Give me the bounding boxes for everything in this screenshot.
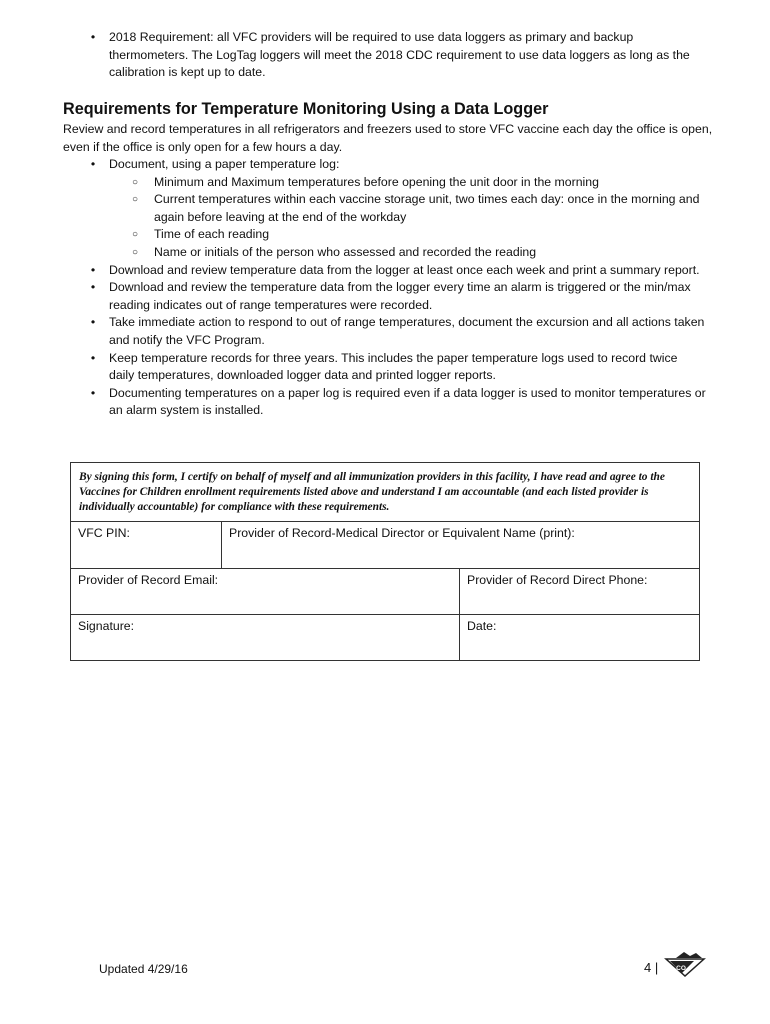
- sub-bullet-text: Minimum and Maximum temperatures before opening the unit door in the morning: [154, 174, 599, 189]
- sub-list-item: [86, 244, 706, 262]
- list-item: [86, 279, 706, 314]
- section-title: Requirements for Temperature Monitoring Using a Data Logger: [63, 100, 549, 118]
- provider-name-field[interactable]: [222, 522, 699, 568]
- requirements-list: [86, 156, 706, 420]
- provider-phone-field[interactable]: [460, 569, 699, 614]
- bullet-text: Download and review the temperature data from the logger every time an alarm is triggered or the min/max reading indicates out of range temperatures were recorded.: [109, 280, 691, 312]
- sub-list-item: [86, 226, 706, 244]
- provider-email-label: Provider of Record Email:: [78, 573, 219, 587]
- list-item: [86, 314, 706, 349]
- bullet-text: Take immediate action to respond to out of range temperatures, document the excursion and all actions taken and notify the VFC Program.: [109, 315, 705, 347]
- circle-bullet-icon: ○: [131, 246, 139, 258]
- list-item: [86, 350, 706, 385]
- bullet-icon: •: [90, 280, 96, 295]
- circle-bullet-icon: ○: [131, 229, 139, 241]
- vfc-pin-field[interactable]: [71, 522, 221, 568]
- provider-name-label: Provider of Record-Medical Director or Equivalent Name (print):: [229, 526, 575, 540]
- bullet-icon: •: [90, 385, 96, 400]
- bullet-icon: •: [90, 350, 96, 365]
- certification-form: [70, 462, 700, 661]
- signature-field[interactable]: [71, 615, 459, 660]
- colorado-logo-icon: [664, 951, 706, 977]
- sub-bullet-text: Current temperatures within each vaccine storage unit, two times each day: once in the morning and again before leaving at the end of the workday: [154, 192, 700, 224]
- bullet-text: Document, using a paper temperature log:: [109, 157, 340, 171]
- bullet-text: Documenting temperatures on a paper log is required even if a data logger is used to monitor temperatures or an alarm system is installed.: [109, 385, 706, 418]
- vfc-pin-label: VFC PIN:: [78, 526, 130, 540]
- intro-paragraph: Review and record temperatures in all refrigerators and freezers used to store VFC vaccine each day the office is open, even if the office is only open for a few hours a day.: [63, 122, 713, 154]
- updated-date: Updated 4/29/16: [99, 962, 188, 976]
- signature-label: Signature:: [78, 619, 135, 633]
- provider-email-field[interactable]: [71, 569, 459, 614]
- bullet-icon: •: [90, 157, 96, 171]
- bullet-text: Keep temperature records for three years. This includes the paper temperature logs used to record twice daily temperatures, downloaded logger data and printed logger reports.: [109, 350, 678, 383]
- bullet-text: 2018 Requirement: all VFC providers will be required to use data loggers as primary and backup thermometers. The LogTag loggers will meet the 2018 CDC requirement to use data loggers as long as the calibration is kept up to date.: [109, 30, 690, 80]
- bullet-text: Download and review temperature data from the logger at least once each week and print a summary report.: [109, 262, 700, 277]
- list-item: [86, 262, 706, 280]
- list-item: [86, 156, 706, 174]
- sub-bullet-text: Time of each reading: [154, 227, 270, 242]
- list-item: [86, 385, 706, 420]
- provider-phone-label: Provider of Record Direct Phone:: [467, 573, 648, 587]
- logo-text: CO: [676, 965, 686, 972]
- circle-bullet-icon: ○: [131, 176, 139, 188]
- requirement-2018-bullet: [86, 29, 706, 82]
- circle-bullet-icon: ○: [131, 194, 139, 206]
- page-number: 4 |: [644, 960, 659, 975]
- bullet-icon: •: [90, 262, 96, 277]
- sub-list-item: [86, 174, 706, 192]
- date-field[interactable]: [460, 615, 699, 660]
- sub-bullet-text: Name or initials of the person who assessed and recorded the reading: [154, 244, 537, 259]
- bullet-icon: •: [90, 315, 96, 330]
- certification-statement: By signing this form, I certify on behalf of myself and all immunization providers in this facility, I have read and agree to the Vaccines for Children enrollment requirements listed above and understand I am accountable (and each listed provider is individually accountable) for compliance with these requirements.: [71, 463, 699, 522]
- bullet-icon: •: [90, 30, 96, 44]
- date-label: Date:: [467, 619, 497, 633]
- sub-list-item: [86, 191, 706, 226]
